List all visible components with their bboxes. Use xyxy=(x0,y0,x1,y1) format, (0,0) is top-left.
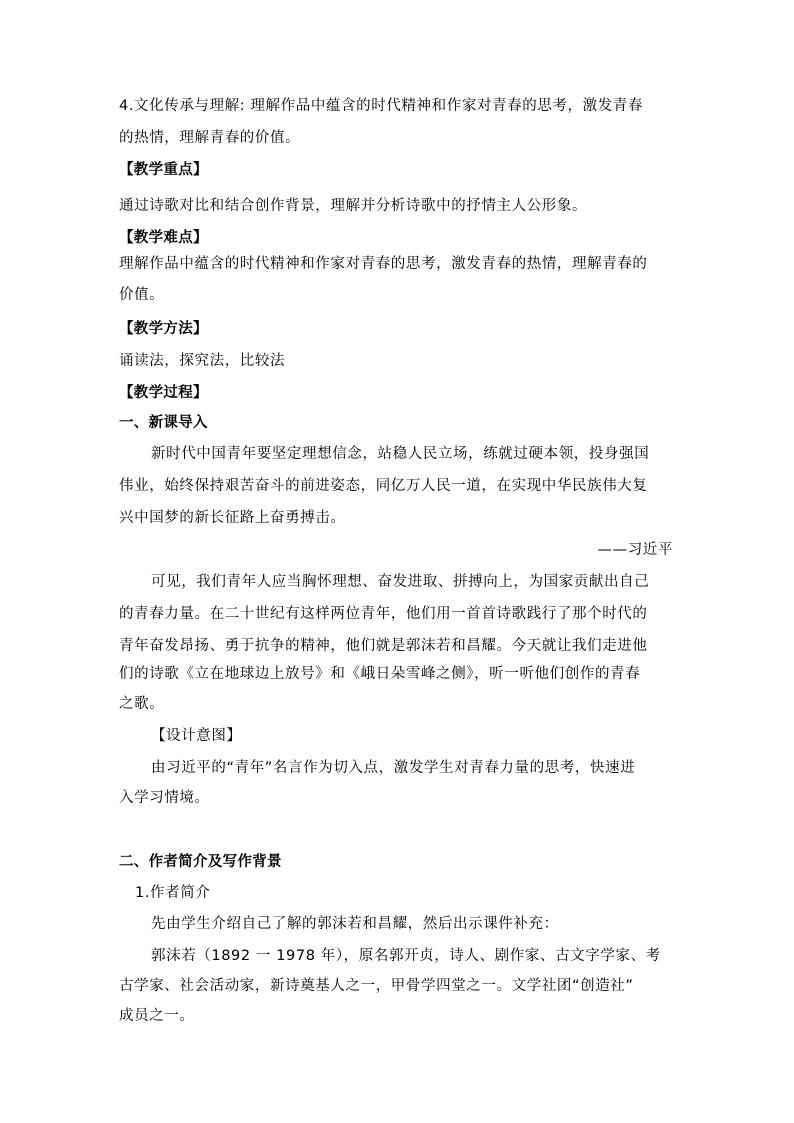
intro-para-line-5: 之歌。 xyxy=(119,696,165,712)
key-points-heading: 【教学重点】 xyxy=(119,162,208,178)
section-2-title: 二、作者简介及写作背景 xyxy=(119,854,282,870)
key-points-text: 通过诗歌对比和结合创作背景，理解并分析诗歌中的抒情主人公形象。 xyxy=(119,198,588,214)
objective-4-line-2: 的热情，理解青春的价值。 xyxy=(119,130,301,146)
methods-heading: 【教学方法】 xyxy=(119,321,208,337)
intro-para-line-3: 青年奋发昂扬、勇于抗争的精神，他们就是郭沫若和昌耀。今天就让我们走进他 xyxy=(119,638,648,654)
difficulties-heading: 【教学难点】 xyxy=(119,230,208,246)
design-intent-heading: 【设计意图】 xyxy=(151,728,242,744)
intro-para-line-1: 可见，我们青年人应当胸怀理想、奋发进取、拼搏向上，为国家贡献出自己 xyxy=(151,574,650,590)
difficulties-line-1: 理解作品中蕴含的时代精神和作家对青春的思考，激发青春的热情，理解青春的 xyxy=(119,256,648,272)
author-intro-subheading: 1.作者简介 xyxy=(135,885,211,901)
quote-line-3: 兴中国梦的新长征路上奋勇搏击。 xyxy=(119,510,346,526)
guo-moruo-line-3: 成员之一。 xyxy=(119,1008,195,1024)
process-heading: 【教学过程】 xyxy=(119,385,208,401)
author-intro-lead: 先由学生介绍自己了解的郭沫若和昌耀，然后出示课件补充： xyxy=(151,916,559,932)
design-intent-line-1: 由习近平的“青年”名言作为切入点，激发学生对青春力量的思考，快速进 xyxy=(151,760,636,776)
guo-moruo-line-1: 郭沫若（1892 一 1978 年），原名郭开贞，诗人、剧作家、古文字学家、考 xyxy=(151,948,661,964)
methods-text: 诵读法，探究法，比较法 xyxy=(119,353,286,369)
design-intent-line-2: 入学习情境。 xyxy=(119,790,210,806)
objective-4-line-1: 4.文化传承与理解: 理解作品中蕴含的时代精神和作家对青春的思考，激发青春 xyxy=(119,98,644,114)
difficulties-line-2: 价值。 xyxy=(119,287,165,303)
quote-attribution: ——习近平 xyxy=(597,542,673,558)
section-1-title: 一、新课导入 xyxy=(119,415,208,431)
guo-moruo-line-2: 古学家、社会活动家，新诗奠基人之一，甲骨学四堂之一。文学社团“创造社” xyxy=(119,978,634,994)
quote-line-2: 伟业，始终保持艰苦奋斗的前进姿态，同亿万人民一道，在实现中华民族伟大复 xyxy=(119,478,648,494)
intro-para-line-4: 们的诗歌《立在地球边上放号》和《峨日朵雪峰之侧》，听一听他们创作的青春 xyxy=(119,666,641,682)
quote-line-1: 新时代中国青年要坚定理想信念，站稳人民立场，练就过硬本领，投身强国 xyxy=(151,446,650,462)
intro-para-line-2: 的青春力量。在二十世纪有这样两位青年，他们用一首首诗歌践行了那个时代的 xyxy=(119,606,648,622)
